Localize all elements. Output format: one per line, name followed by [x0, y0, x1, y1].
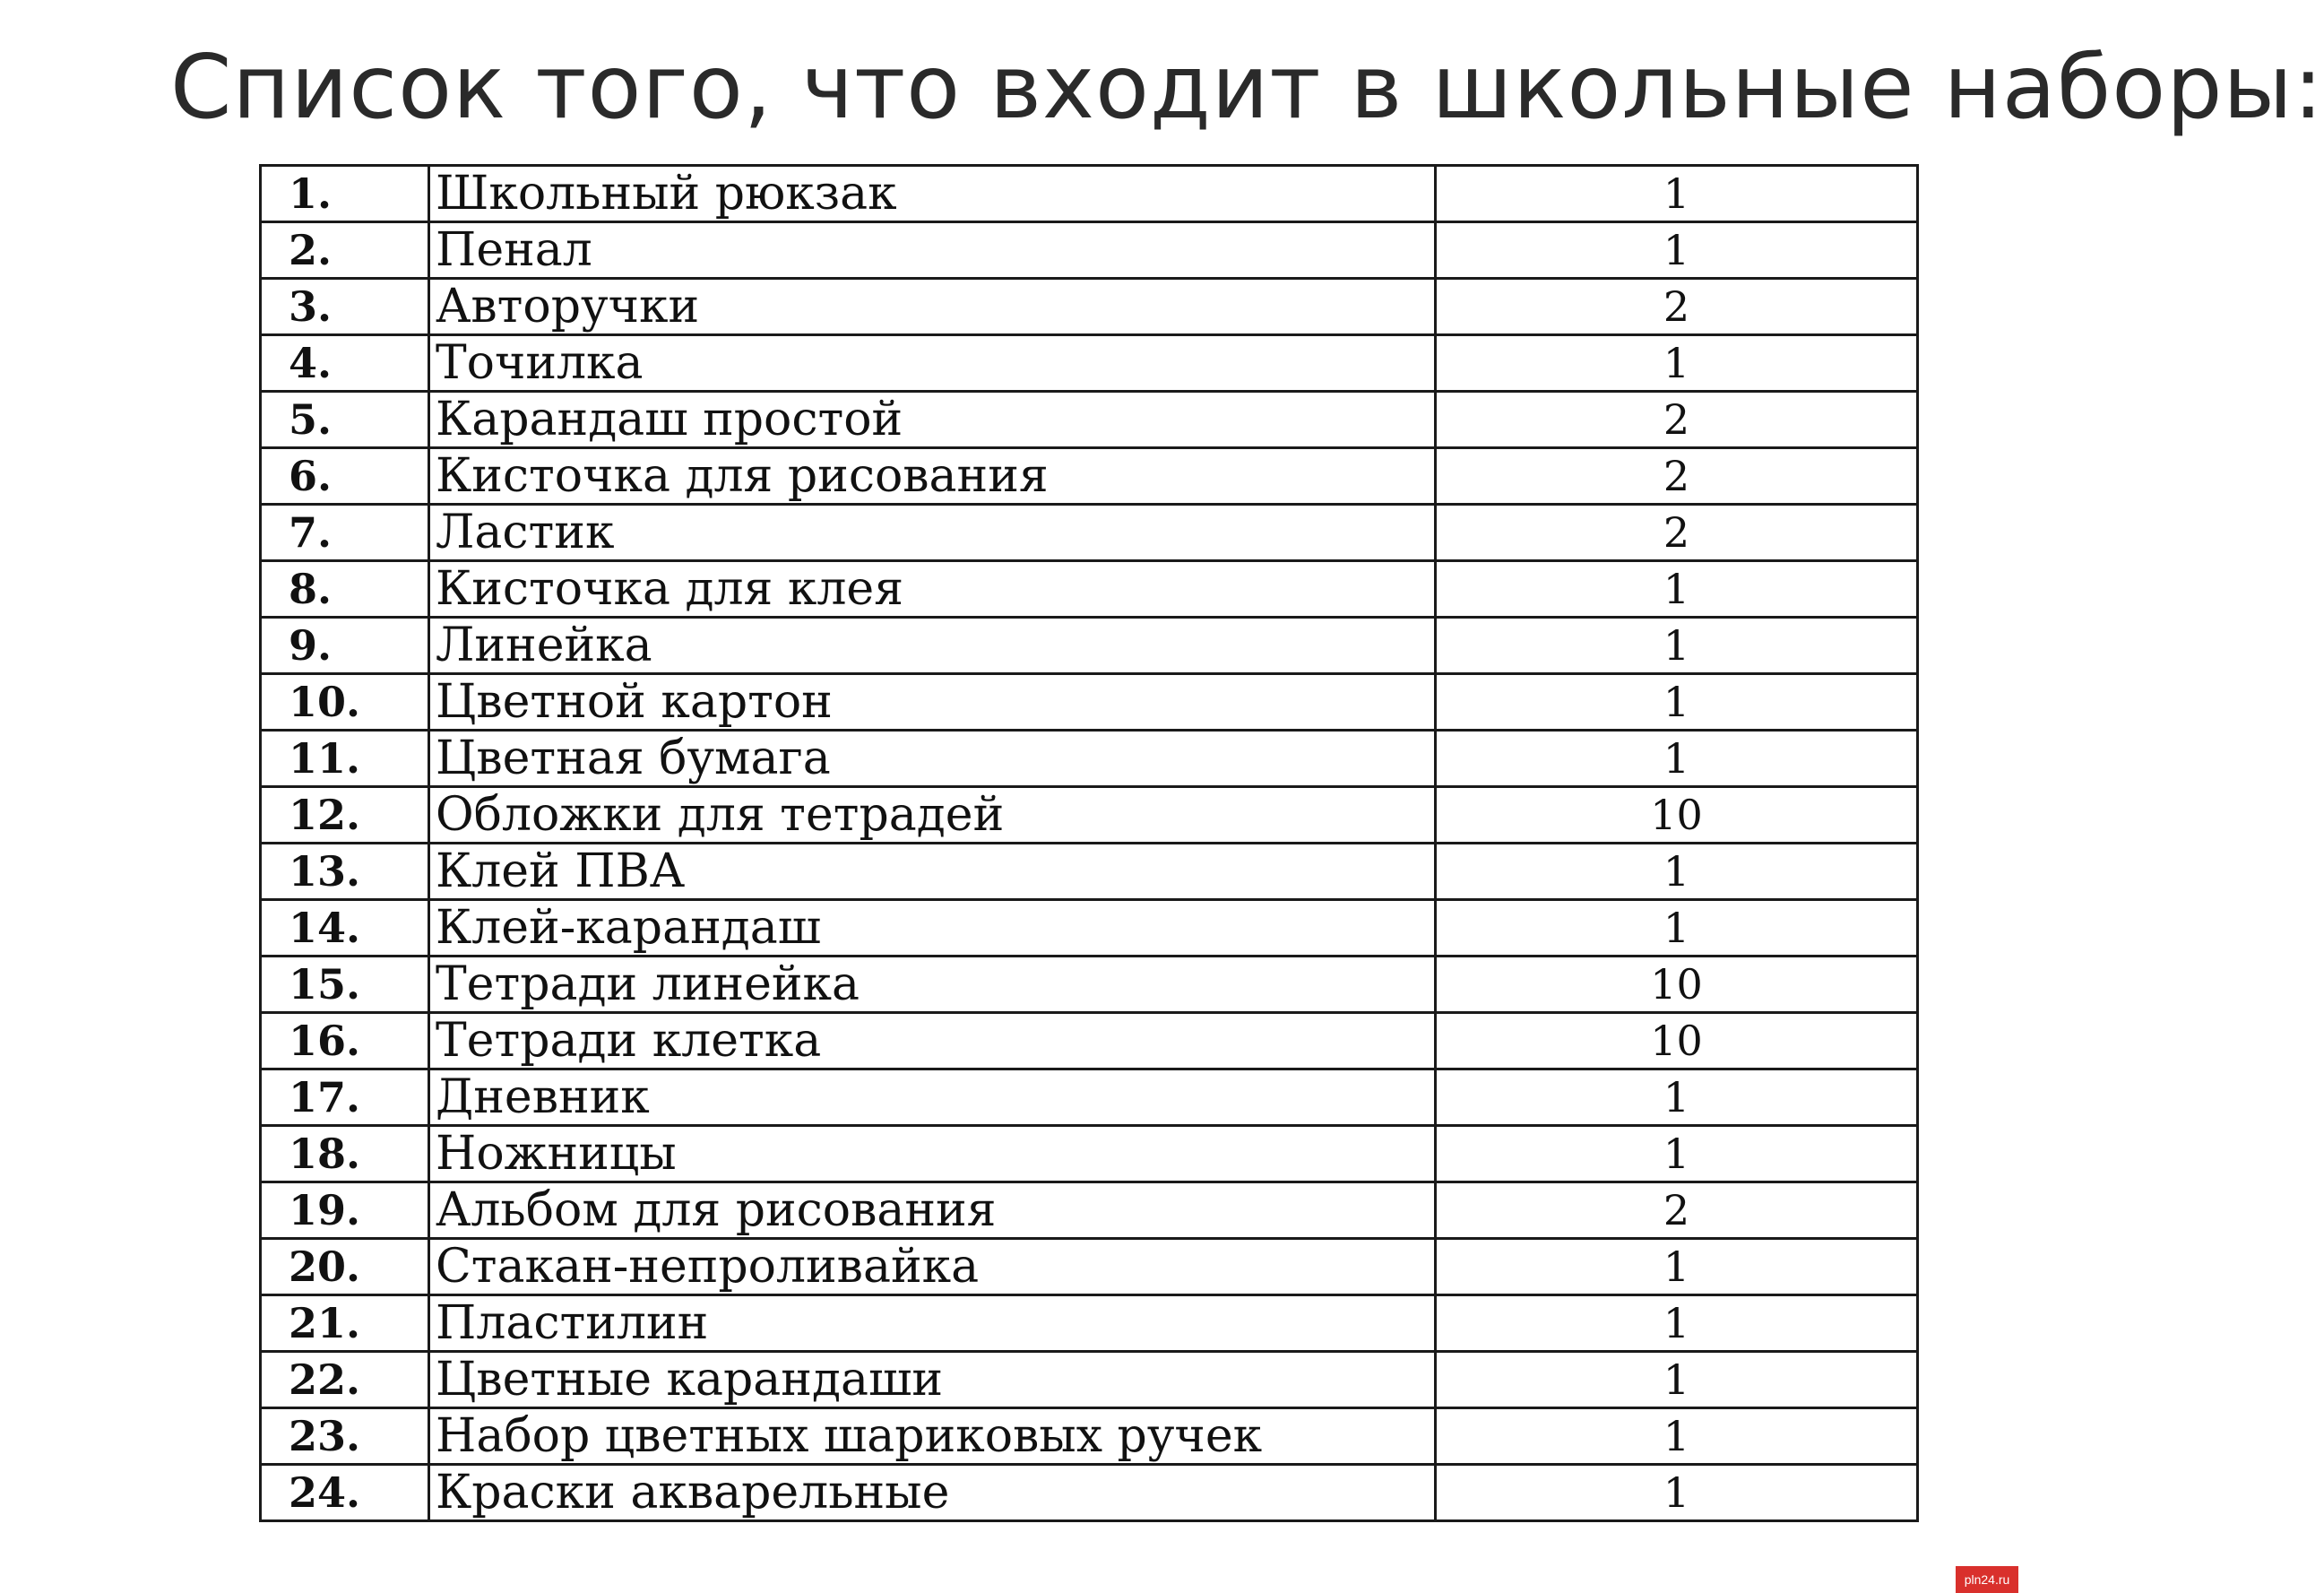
item-number: 11. — [261, 731, 429, 787]
item-name: Точилка — [429, 335, 1436, 392]
table-row — [261, 1352, 1918, 1408]
table-row — [261, 1295, 1918, 1352]
item-name: Ластик — [429, 505, 1436, 561]
item-quantity: 1 — [1436, 222, 1918, 279]
item-name: Кисточка для рисования — [429, 448, 1436, 505]
item-name: Набор цветных шариковых ручек — [429, 1408, 1436, 1465]
item-quantity: 2 — [1436, 1182, 1918, 1239]
table-row — [261, 1465, 1918, 1521]
item-number: 18. — [261, 1126, 429, 1182]
table-row — [261, 166, 1918, 222]
table-row — [261, 731, 1918, 787]
item-name: Цветной картон — [429, 674, 1436, 731]
item-quantity: 10 — [1436, 957, 1918, 1013]
table-row — [261, 618, 1918, 674]
item-number: 13. — [261, 844, 429, 900]
item-quantity: 1 — [1436, 1239, 1918, 1295]
item-number: 8. — [261, 561, 429, 618]
item-quantity: 1 — [1436, 1465, 1918, 1521]
item-number: 5. — [261, 392, 429, 448]
item-name: Пенал — [429, 222, 1436, 279]
item-number: 3. — [261, 279, 429, 335]
table-row — [261, 1013, 1918, 1069]
table-row — [261, 787, 1918, 844]
item-number: 4. — [261, 335, 429, 392]
table-row — [261, 222, 1918, 279]
item-number: 24. — [261, 1465, 429, 1521]
item-quantity: 2 — [1436, 279, 1918, 335]
item-name: Цветная бумага — [429, 731, 1436, 787]
table-row — [261, 279, 1918, 335]
item-quantity: 1 — [1436, 844, 1918, 900]
item-quantity: 10 — [1436, 1013, 1918, 1069]
table-row — [261, 1239, 1918, 1295]
item-quantity: 2 — [1436, 448, 1918, 505]
item-name: Авторучки — [429, 279, 1436, 335]
item-quantity: 10 — [1436, 787, 1918, 844]
site-watermark: pln24.ru — [1956, 1566, 2018, 1593]
item-number: 10. — [261, 674, 429, 731]
table-row — [261, 335, 1918, 392]
table-row — [261, 1408, 1918, 1465]
item-quantity: 1 — [1436, 674, 1918, 731]
item-quantity: 1 — [1436, 731, 1918, 787]
item-name: Дневник — [429, 1069, 1436, 1126]
table-row — [261, 505, 1918, 561]
item-number: 9. — [261, 618, 429, 674]
page-title: Список того, что входит в школьные наборы: — [170, 37, 2324, 139]
item-name: Клей-карандаш — [429, 900, 1436, 957]
item-name: Альбом для рисования — [429, 1182, 1436, 1239]
item-number: 19. — [261, 1182, 429, 1239]
item-quantity: 1 — [1436, 900, 1918, 957]
item-quantity: 2 — [1436, 505, 1918, 561]
item-number: 6. — [261, 448, 429, 505]
table-row — [261, 957, 1918, 1013]
item-number: 23. — [261, 1408, 429, 1465]
item-number: 12. — [261, 787, 429, 844]
item-name: Ножницы — [429, 1126, 1436, 1182]
item-number: 20. — [261, 1239, 429, 1295]
item-number: 1. — [261, 166, 429, 222]
item-number: 22. — [261, 1352, 429, 1408]
table-row — [261, 561, 1918, 618]
item-name: Тетради клетка — [429, 1013, 1436, 1069]
table-row — [261, 448, 1918, 505]
item-number: 2. — [261, 222, 429, 279]
item-quantity: 1 — [1436, 1295, 1918, 1352]
item-name: Карандаш простой — [429, 392, 1436, 448]
item-quantity: 1 — [1436, 335, 1918, 392]
item-name: Линейка — [429, 618, 1436, 674]
item-quantity: 2 — [1436, 392, 1918, 448]
item-quantity: 1 — [1436, 618, 1918, 674]
item-name: Обложки для тетрадей — [429, 787, 1436, 844]
item-quantity: 1 — [1436, 166, 1918, 222]
table-row — [261, 392, 1918, 448]
item-name: Стакан-непроливайка — [429, 1239, 1436, 1295]
item-quantity: 1 — [1436, 1126, 1918, 1182]
item-number: 14. — [261, 900, 429, 957]
item-quantity: 1 — [1436, 1069, 1918, 1126]
table-row — [261, 900, 1918, 957]
supplies-table-body — [261, 166, 1918, 1521]
table-row — [261, 674, 1918, 731]
item-name: Кисточка для клея — [429, 561, 1436, 618]
item-name: Цветные карандаши — [429, 1352, 1436, 1408]
table-row — [261, 1069, 1918, 1126]
table-row — [261, 844, 1918, 900]
table-row — [261, 1182, 1918, 1239]
item-number: 17. — [261, 1069, 429, 1126]
item-number: 16. — [261, 1013, 429, 1069]
item-quantity: 1 — [1436, 1352, 1918, 1408]
item-name: Тетради линейка — [429, 957, 1436, 1013]
item-name: Краски акварельные — [429, 1465, 1436, 1521]
supplies-table — [259, 164, 1919, 1522]
item-name: Школьный рюкзак — [429, 166, 1436, 222]
item-name: Клей ПВА — [429, 844, 1436, 900]
item-quantity: 1 — [1436, 1408, 1918, 1465]
table-row — [261, 1126, 1918, 1182]
item-name: Пластилин — [429, 1295, 1436, 1352]
item-number: 21. — [261, 1295, 429, 1352]
item-number: 15. — [261, 957, 429, 1013]
item-quantity: 1 — [1436, 561, 1918, 618]
item-number: 7. — [261, 505, 429, 561]
